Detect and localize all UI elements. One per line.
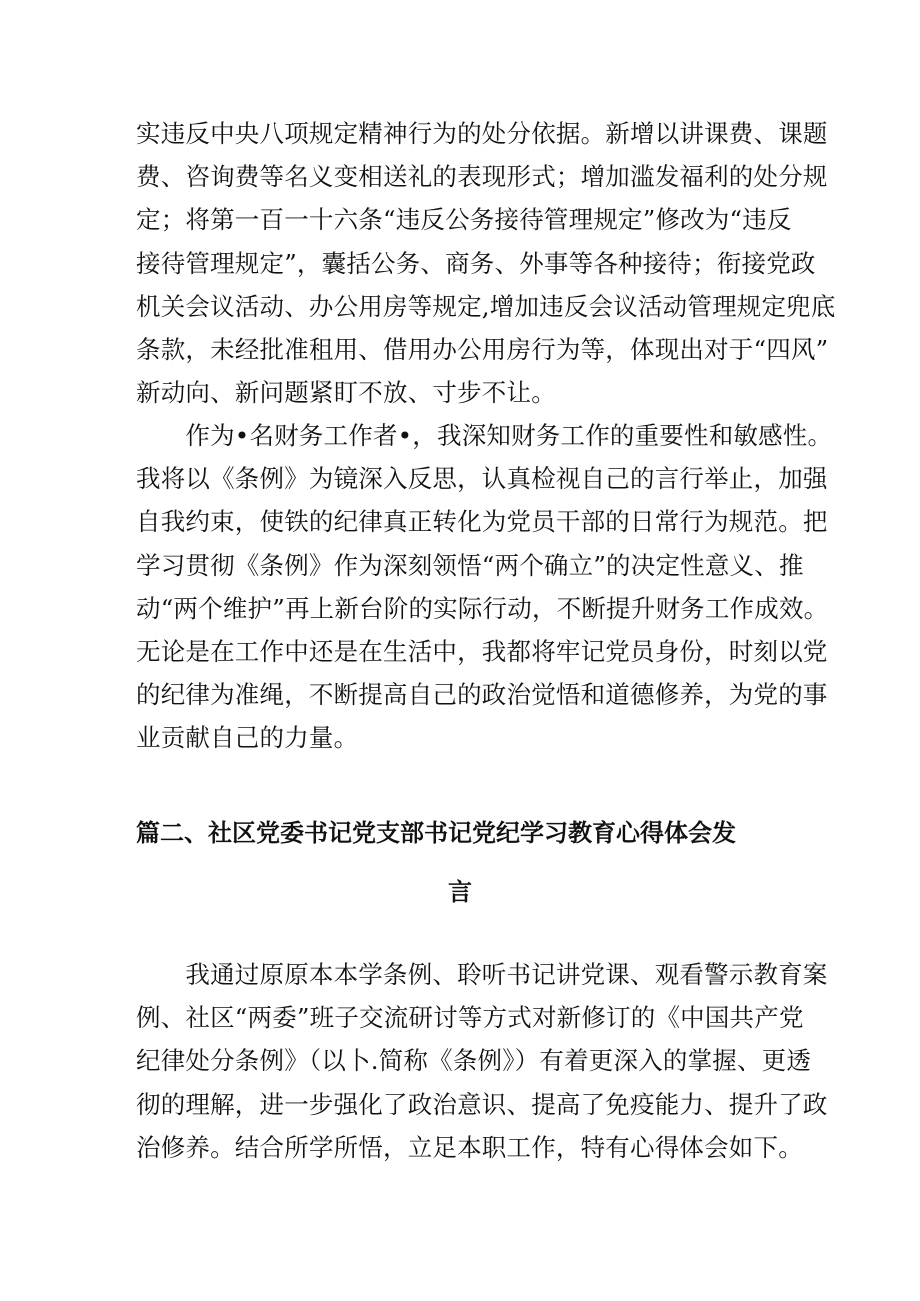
text-line: 机关会议活动、办公用房等规定,增加违反会议活动管理规定兜底: [136, 291, 836, 321]
text-line: 定；将第一百一十六条“违反公务接待管理规定”修改为“违反: [136, 205, 792, 235]
paragraph-section1: [136, 112, 836, 414]
text-line: 费、咨询费等名义变相送礼的表现形式；增加滥发福利的处分规: [136, 162, 828, 192]
text-line: 学习贯彻《条例》作为深刻领悟“两个确立”的决定性意义、推: [136, 550, 804, 580]
paragraph-section3: [136, 953, 828, 1169]
text-line: 例、社区“两委”班子交流研讨等方式对新修订的《中国共产党: [136, 1003, 804, 1033]
text-line: 接待管理规定”，囊括公务、商务、外事等各种接待；衔接党政: [136, 248, 816, 278]
text-line: 业贡献自己的力量。: [136, 723, 359, 753]
text-line: 无论是在工作中还是在生活中，我都将牢记党员身份，时刻以党: [136, 637, 828, 667]
text-line: 动“两个维护”再上新台阶的实际行动，不断提升财务工作成效。: [136, 593, 829, 623]
text-line: 自我约束，使铁的纪律真正转化为党员干部的日常行为规范。把: [136, 507, 828, 537]
section-heading: 篇二、社区党委书记党支部书记党纪学习教育心得体会发: [136, 819, 736, 847]
text-line: 条款，未经批准租用、借用办公用房行为等，体现出对于“四风”: [136, 335, 829, 365]
text-line: 纪律处分条例》（以卜.简称《条例》）有着更深入的掌握、更透: [136, 1046, 812, 1076]
paragraph-section2: [136, 414, 833, 760]
text-line: 治修养。结合所学所悟，立足本职工作，特有心得体会如下。: [136, 1132, 803, 1162]
text-line: 的纪律为准绳，不断提高自己的政治觉悟和道德修养，为党的事: [136, 680, 828, 710]
section-heading-continuation: 言: [448, 878, 472, 906]
text-line: 实违反中央八项规定精神行为的处分依据。新增以讲课费、课题: [136, 119, 828, 148]
text-line: 彻的理解，进一步强化了政治意识、提高了免疫能力、提升了政: [136, 1089, 828, 1119]
text-line: 新动向、新问题紧盯不放、寸步不让。: [136, 378, 556, 408]
text-line: 作为•名财务工作者•，我深知财务工作的重要性和敏感性。: [136, 421, 833, 450]
text-line: 我通过原原本本学条例、聆听书记讲党课、观看警示教育案: [136, 960, 828, 989]
text-line: 我将以《条例》为镜深入反思，认真检视自己的言行举止，加强: [136, 464, 828, 494]
